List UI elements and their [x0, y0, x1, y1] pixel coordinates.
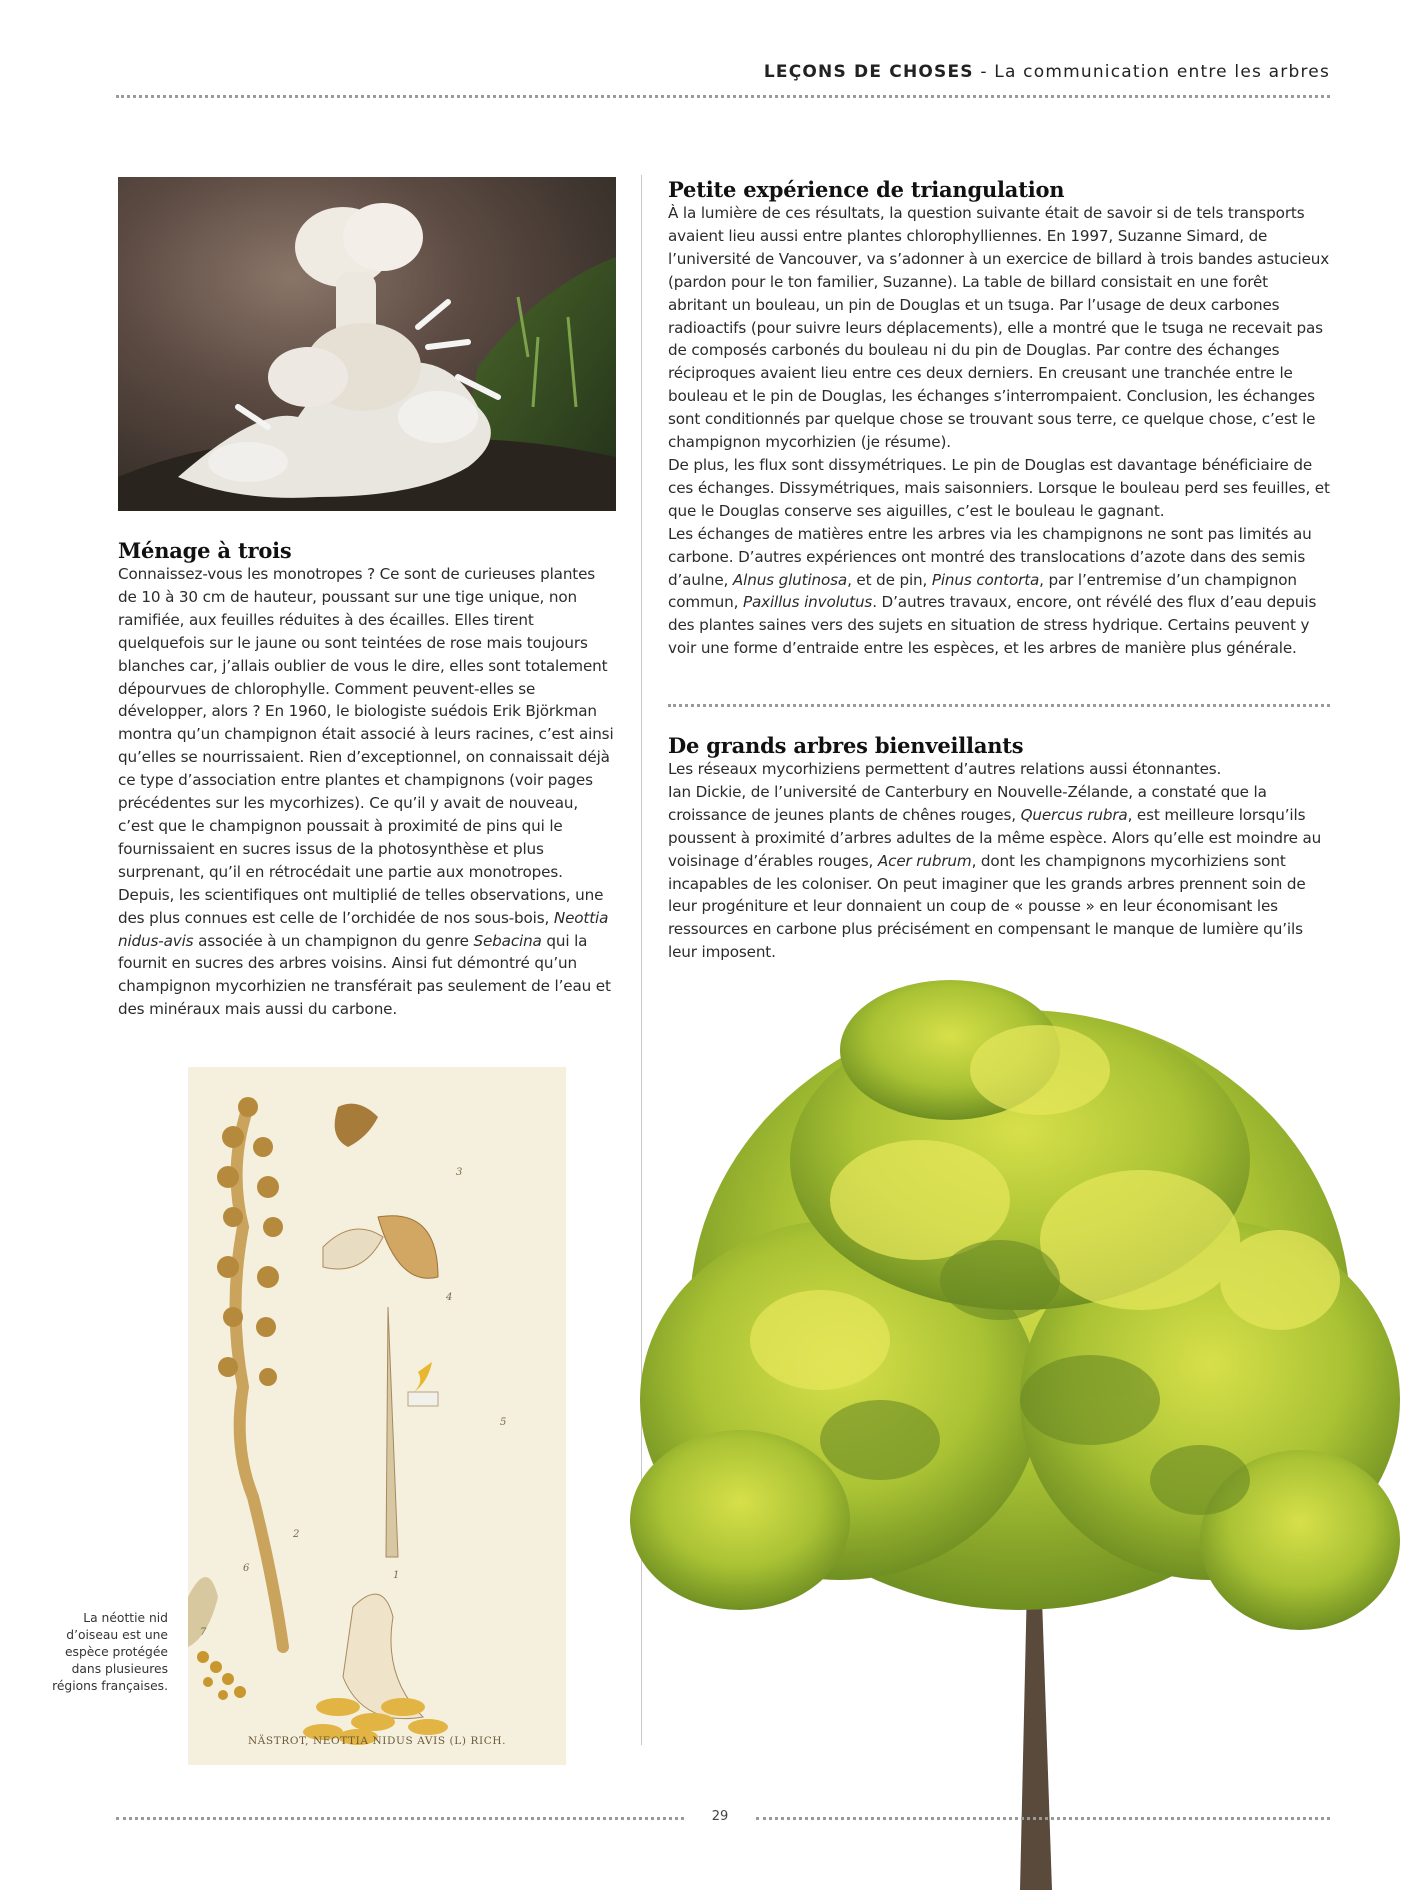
genus-name: Sebacina — [473, 931, 542, 950]
text-run: , est meilleure lorsqu’ils poussent à proximité d’arbres adultes de la même espèce. Alors qu’elle est moindre au voisinage d’érables rouges, — [668, 805, 1322, 870]
page-number: 29 — [711, 1809, 729, 1824]
footer-rule-right — [756, 1817, 1330, 1820]
plate-number: 1 — [393, 1570, 400, 1581]
text-run: Les échanges de matières entre les arbres via les champignons ne sont pas limités au carbone. D’autres expériences ont montré des translocations d’azote dans des semis d’aulne, — [668, 524, 1312, 589]
header-subtitle: La communication entre les arbres — [994, 62, 1330, 82]
plate-number: 3 — [456, 1167, 463, 1178]
text-run: , et de pin, — [847, 570, 932, 589]
mushroom-photo — [118, 177, 616, 511]
section-title-menage: Ménage à trois — [118, 538, 292, 563]
text-run: De plus, les flux sont dissymétriques. Le pin de Douglas est davantage bénéficiaire de ces échanges. Dissymétriques, mais saisonniers. Lorsque le bouleau perd ses feuilles, et que le Douglas conserve ses aiguilles, c’est le bouleau le gagnant. — [668, 455, 1330, 520]
text-run: . D’autres travaux, encore, ont révélé des flux d’eau depuis des plantes saines vers des sujets en situation de stress hydrique. Certains peuvent y voir une forme d’entraide entre les espèces, et les arbres de manière plus générale. — [668, 593, 1317, 658]
section-title-triangulation: Petite expérience de triangulation — [668, 177, 1065, 202]
triangulation-paragraph-2 — [668, 454, 1330, 523]
bienveillants-paragraph-1 — [668, 758, 1330, 781]
header-separator: - — [973, 62, 995, 82]
botanical-plate — [188, 1067, 566, 1765]
plate-number: 7 — [200, 1627, 207, 1638]
species-name: Paxillus involutus — [742, 593, 873, 612]
text-run: Connaissez-vous les monotropes ? Ce sont de curieuses plantes de 10 à 30 cm de hauteur, poussant sur une tige unique, non ramifiée, aux feuilles réduites à des écailles. Elles tirent quelquefois sur le jaune ou sont teintées de rose mais toujours blanches car, j’allais oublier de vous le dire, elles sont totalement dépourvues de chlorophylle. Comment peuvent-elles se développer, alors ? En 1960, le biologiste suédois Erik Björkman montra qu’un champignon était associé à leurs racines, c’est ainsi qu’elles se nourrissaient. Rien d’exceptionnel, on connaissait déjà ce type d’association entre plantes et champignons (voir pages précédentes sur les mycorhizes). Ce qu’il y avait de nouveau, c’est que le champignon poussait à proximité de pins qui le fournissaient en sucres issus de la photosynthèse et plus surprenant, qu’il en rétrocédait une partie aux monotropes. Depuis, les scientifiques ont multiplié de telles observations, une des plus connues est celle de l’orchidée de nos sous-bois, — [118, 565, 614, 927]
triangulation-section — [668, 177, 1330, 660]
section-title-bienveillants: De grands arbres bienveillants — [668, 733, 1024, 758]
text-run: , dont les champignons mycorhiziens sont incapables de les coloniser. On peut imaginer que les grands arbres prennent soin de leur progéniture et leur donnaient un coup de « pousse » en leur économisant les ressources en carbone plus précisément en compensant le manque de lumière qu’ils leur imposent. — [668, 851, 1306, 962]
plate-number: 4 — [446, 1292, 453, 1303]
section-rule — [668, 704, 1330, 707]
species-name: Quercus rubra — [1020, 805, 1128, 824]
running-header — [116, 62, 1330, 86]
triangulation-paragraph-1 — [668, 202, 1330, 454]
text-run: Ian Dickie, de l’université de Canterbury en Nouvelle-Zélande, a constaté que la croissance de jeunes plants de chênes rouges, — [668, 782, 1267, 824]
text-run: Les réseaux mycorhiziens permettent d’autres relations aussi étonnantes. — [668, 760, 1222, 778]
bienveillants-section — [668, 733, 1330, 964]
plate-number: 5 — [500, 1417, 507, 1428]
header-section: LEÇONS DE CHOSES — [763, 62, 974, 82]
figure-caption: La néottie nid d’oiseau est une espèce protégée dans plusieures régions françaises. — [52, 1611, 168, 1693]
text-run: À la lumière de ces résultats, la question suivante était de savoir si de tels transports avaient lieu aussi entre plantes chlorophylliennes. En 1997, Suzanne Simard, de l’université de Vancouver, va s’adonner à un exercice de billard à trois bandes astucieux (pardon pour le ton familier, Suzanne). La table de billard consistait en une forêt abritant un bouleau, un pin de Douglas et un tsuga. Par l’usage de deux carbones radioactifs (pour suivre leurs déplacements), elle a montré que le tsuga ne recevait pas de composés carbonés du bouleau ni du pin de Douglas. Par contre des échanges réciproques avaient lieu entre ces deux derniers. En creusant une tranchée entre le bouleau et le pin de Douglas, les échanges s’interrompaient. Conclusion, les échanges sont conditionnés par quelque chose se trouvant sous terre, ce quelque chose, c’est le champignon mycorhizien (je résume). — [668, 204, 1330, 452]
species-name: Alnus glutinosa — [732, 570, 848, 589]
text-run: qui la fournit en sucres des arbres voisins. Ainsi fut démontré qu’un champignon mycorhizien ne transférait pas seulement de l’eau et des minéraux mais aussi du carbone. — [118, 931, 611, 1019]
triangulation-paragraph-3 — [668, 523, 1330, 660]
plate-number: 6 — [243, 1563, 250, 1574]
species-name: Acer rubrum — [877, 851, 972, 870]
maple-tree-image — [620, 980, 1410, 1890]
bienveillants-paragraph-2 — [668, 781, 1330, 964]
footer-rule-left — [116, 1817, 684, 1820]
header-rule — [116, 95, 1330, 98]
species-name: Pinus contorta — [931, 570, 1040, 589]
text-run: associée à un champignon du genre — [193, 931, 474, 950]
menage-section — [118, 538, 614, 1021]
menage-paragraph — [118, 563, 614, 1021]
text-run: , par l’entremise d’un champignon commun, — [668, 570, 1297, 612]
species-name: Neottia nidus-avis — [118, 908, 609, 950]
plate-number: 2 — [293, 1529, 300, 1540]
plate-legend: NÄSTROT, NEOTTIA NIDUS AVIS (L) RICH. — [247, 1735, 507, 1747]
